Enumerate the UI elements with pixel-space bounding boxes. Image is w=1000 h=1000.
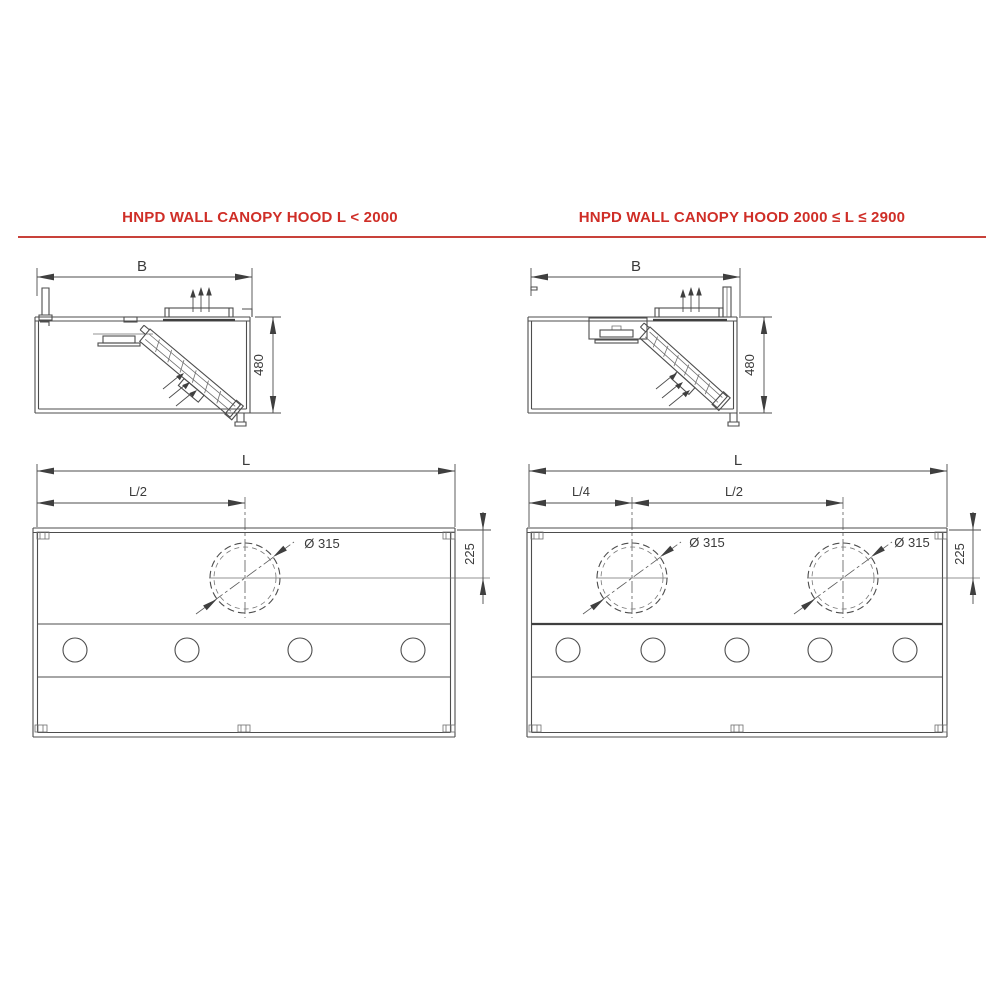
light-spot — [175, 638, 199, 662]
right-half-length-dimension — [632, 484, 843, 618]
light-fixture-section — [103, 336, 135, 343]
light-spot — [288, 638, 312, 662]
left-lights — [63, 638, 425, 662]
left-spigot-pos-label: L/2 — [128, 484, 148, 499]
left-b-dimension — [37, 258, 252, 316]
left-length-label: L — [241, 452, 251, 469]
wall-bracket — [39, 288, 52, 326]
left-exhaust-arrows — [190, 287, 212, 312]
right-spigot2-pos-label: L/2 — [724, 484, 744, 499]
right-hood-plan — [527, 528, 947, 737]
right-length-label: L — [733, 452, 743, 469]
left-exhaust-collar — [163, 308, 235, 320]
left-spigot-dia-label: Ø 315 — [304, 536, 340, 551]
light-spot — [556, 638, 580, 662]
right-exhaust-arrows — [680, 287, 702, 312]
left-half-length-dimension — [37, 484, 245, 618]
right-offset-label: 225 — [952, 543, 967, 565]
right-offset-dimension — [949, 512, 981, 604]
left-offset-label: 225 — [462, 543, 477, 565]
right-lights — [556, 638, 917, 662]
right-height-dimension — [739, 317, 772, 413]
left-duct-spigot — [196, 536, 490, 614]
right-drain-hook — [728, 413, 739, 426]
left-length-dimension — [37, 452, 455, 527]
light-fixture-section — [600, 330, 633, 337]
left-drain-hook — [235, 413, 246, 426]
right-title: HNPD WALL CANOPY HOOD 2000 ≤ L ≤ 2900 — [578, 209, 906, 226]
light-spot — [641, 638, 665, 662]
left-plan-view — [33, 452, 491, 737]
filter-handle — [178, 379, 204, 403]
left-hood-plan — [33, 528, 455, 737]
right-plan-view — [527, 452, 981, 737]
right-height-label: 480 — [742, 354, 757, 376]
left-width-label: B — [136, 258, 148, 275]
right-exhaust-collar — [653, 308, 727, 320]
light-spot — [893, 638, 917, 662]
right-section-view — [528, 258, 772, 426]
right-spigot2-dia-label: Ø 315 — [894, 535, 930, 550]
right-width-label: B — [630, 258, 642, 275]
left-grease-filter — [129, 324, 244, 426]
left-height-dimension — [250, 317, 281, 413]
right-center-box — [589, 318, 647, 343]
light-spot — [401, 638, 425, 662]
left-offset-dimension — [457, 512, 491, 604]
left-section-view — [35, 258, 281, 426]
right-b-dimension — [531, 258, 740, 316]
right-quarter-length-dimension — [529, 484, 632, 506]
corner-bracket — [242, 309, 252, 317]
right-spigot1-pos-label: L/4 — [571, 484, 591, 499]
right-duct-spigot-1 — [583, 535, 725, 614]
light-spot — [63, 638, 87, 662]
left-title: HNPD WALL CANOPY HOOD L < 2000 — [122, 209, 398, 226]
left-intake-arrows — [163, 373, 197, 406]
light-spot — [725, 638, 749, 662]
right-grease-filter — [629, 322, 730, 417]
left-height-label: 480 — [251, 354, 266, 376]
light-spot — [808, 638, 832, 662]
right-mounting-clips — [529, 532, 947, 732]
right-spigot1-dia-label: Ø 315 — [689, 535, 725, 550]
